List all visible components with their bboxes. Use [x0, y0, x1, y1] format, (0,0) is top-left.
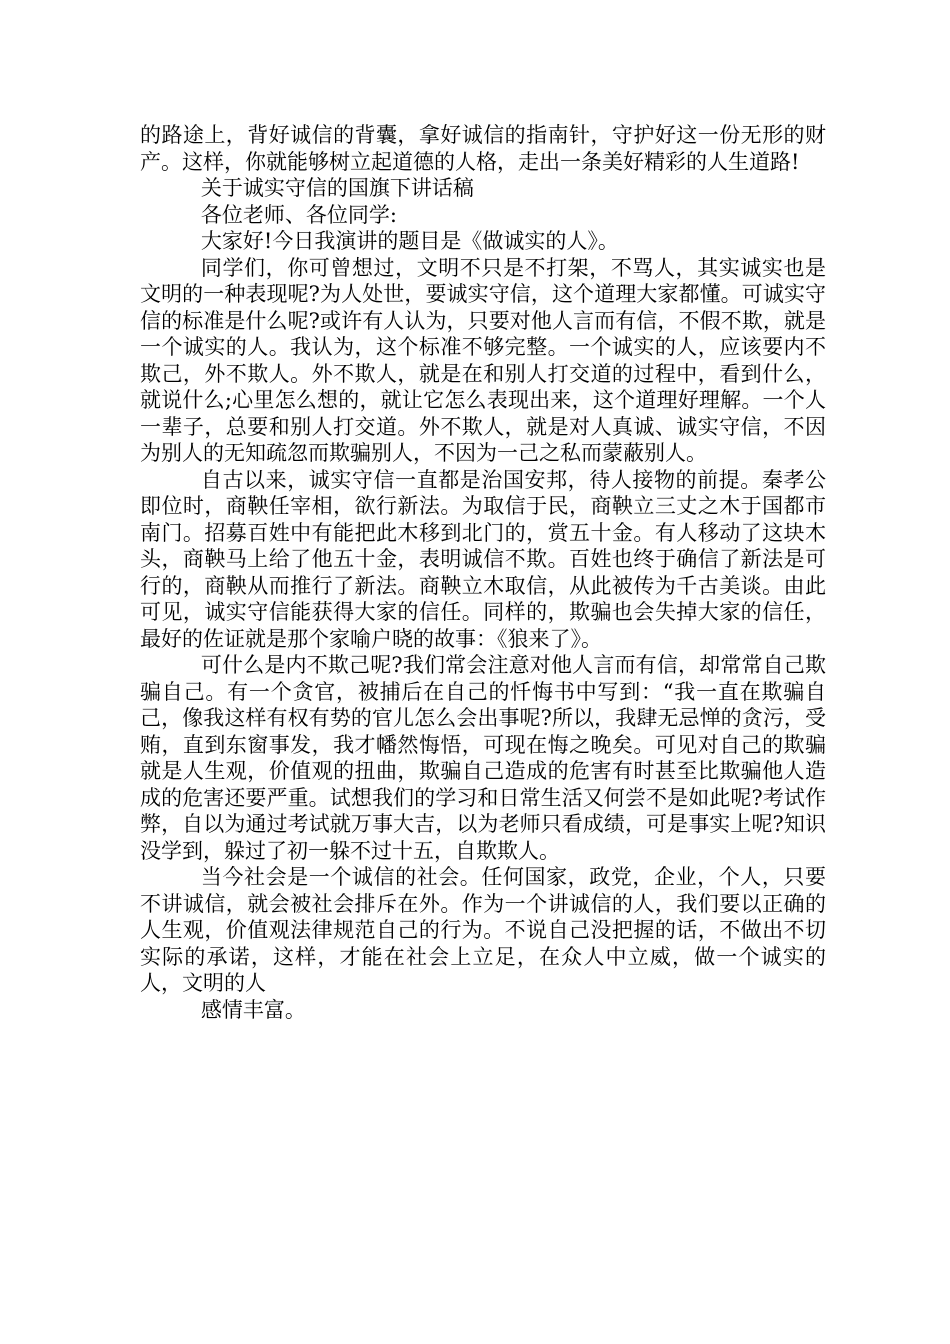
- paragraph-closing: 感情丰富。: [200, 997, 306, 1022]
- speech-title: 关于诚实守信的国旗下讲话稿: [200, 176, 474, 200]
- paragraph-shang-yang-story: 自古以来，诚实守信一直都是治国安邦，待人接物的前提。秦孝公即位时，商鞅任宰相，欲行新法。为取信于民，商鞅立三丈之木于国都市南门。招募百姓中有能把此木移到北门的，赏五十金。有人移动了这块木头，商鞅马上给了他五十金，表明诚信不欺。百姓也终于确信了新法是可行的，商鞅从而推行了新法。商鞅立木取信，从此被传为千古美谈。由此可见，诚实守信能获得大家的信任。同样的，欺骗也会失掉大家的信任，最好的佐证就是那个家喻户晓的故事：《狼来了》。: [140, 467, 826, 651]
- paragraph-honesty-definition: 同学们，你可曾想过，文明不只是不打架，不骂人，其实诚实也是文明的一种表现呢?为人处世，要诚实守信，这个道理大家都懂。可诚实守信的标准是什么呢?或许有人认为，只要对他人言而有信，不假不欺，就是一个诚实的人。我认为，这个标准不够完整。一个诚实的人，应该要内不欺己，外不欺人。外不欺人，就是在和别人打交道的过程中，看到什么，就说什么;心里怎么想的，就让它怎么表现出来，这个道理好理解。一个人一辈子，总要和别人打交道。外不欺人，就是对人真诚、诚实守信，不因为别人的无知疏忽而欺骗别人，不因为一己之私而蒙蔽别人。: [140, 255, 826, 465]
- paragraph-self-deception: 可什么是内不欺己呢?我们常会注意对他人言而有信，却常常自己欺骗自己。有一个贪官，被捕后在自己的忏悔书中写到：“我一直在欺骗自己，像我这样有权有势的官儿怎么会出事呢?所以，我肆无忌惮的贪污，受贿，直到东窗事发，我才幡然悔悟，可现在悔之晚矣。可见对自己的欺骗就是人生观，价值观的扭曲，欺骗自己造成的危害有时甚至比欺骗他人造成的危害还要严重。试想我们的学习和日常生活又何尝不是如此呢?考试作弊，自以为通过考试就万事大吉，以为老师只看成绩，可是事实上呢?知识没学到，躲过了初一躲不过十五，自欺欺人。: [140, 653, 826, 863]
- salutation: 各位老师、各位同学:: [200, 202, 397, 227]
- paragraph-continuation: 的路途上，背好诚信的背囊，拿好诚信的指南针，守护好这一份无形的财产。这样，你就能够树立起道德的人格，走出一条美好精彩的人生道路!: [140, 123, 826, 174]
- greeting: 大家好!今日我演讲的题目是《做诚实的人》。: [200, 229, 619, 253]
- document-body: [140, 122, 826, 1023]
- paragraph-society: 当今社会是一个诚信的社会。任何国家，政党，企业，个人，只要不讲诚信，就会被社会排斥在外。作为一个讲诚信的人，我们要以正确的人生观，价值观法律规范自己的行为。不说自己没把握的话，不做出不切实际的承诺，这样，才能在社会上立足，在众人中立威，做一个诚实的人，文明的人: [140, 865, 826, 995]
